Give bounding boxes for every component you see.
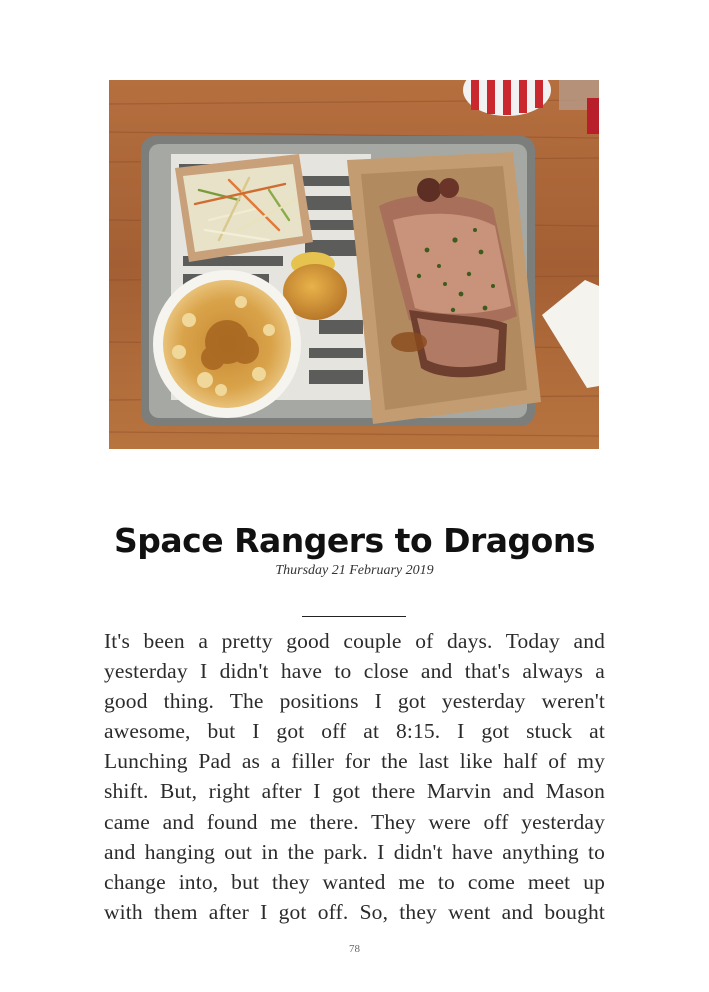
- body-line: good thing. The positions I got yesterday weren't: [104, 689, 605, 714]
- body-line: Lunching Pad as a filler for the last like half of my: [104, 749, 605, 774]
- body-line: yesterday I didn't have to close and that's always a: [104, 659, 605, 684]
- section-divider: [302, 616, 406, 617]
- body-line: came and found me there. They were off yesterday: [104, 809, 605, 834]
- post-date: Thursday 21 February 2019: [275, 563, 434, 578]
- body-line: It's been a pretty good couple of days. Today and: [104, 629, 605, 653]
- body-line: and hanging out in the park. I didn't have anything to: [104, 839, 605, 864]
- body-line: with them after I got off. So, they went and bought: [104, 899, 605, 924]
- post-title: Space Rangers to Dragons: [114, 521, 595, 560]
- body-line: shift. But, right after I got there Marvin and Mason: [104, 779, 605, 804]
- body-line: awesome, but I got off at 8:15. I got stuck at: [104, 719, 605, 744]
- bbq-tray-photo: [109, 80, 599, 449]
- body-line: change into, but they wanted me to come meet up: [104, 869, 605, 894]
- page-number: 78: [349, 943, 360, 955]
- post-body: [104, 626, 605, 927]
